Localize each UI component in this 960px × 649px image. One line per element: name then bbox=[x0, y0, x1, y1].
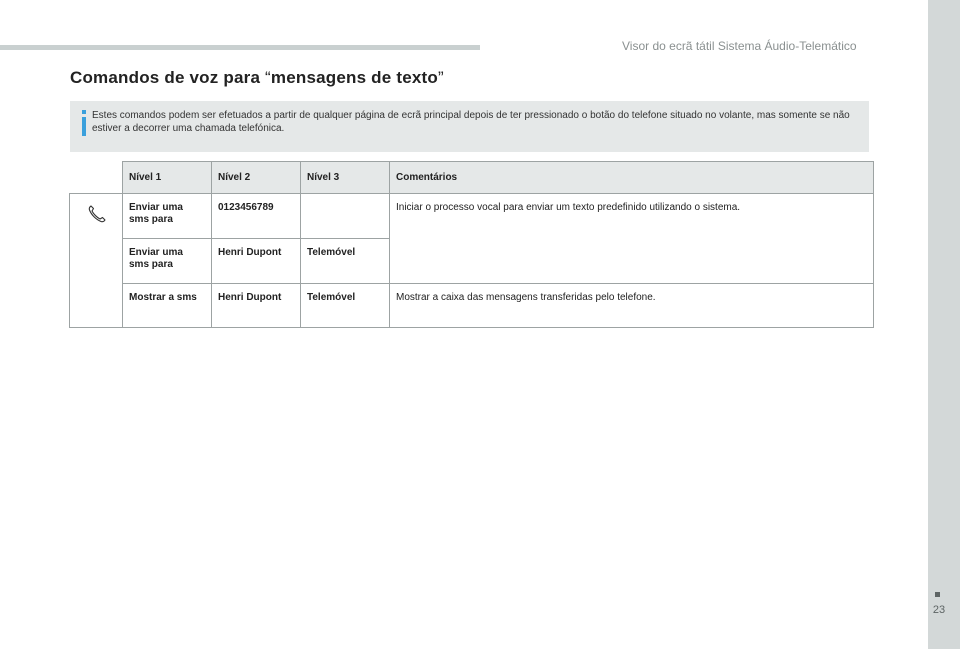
row1-level1: Enviar uma sms para bbox=[123, 194, 212, 239]
header-comments: Comentários bbox=[390, 162, 874, 194]
row3-level2: Henri Dupont bbox=[212, 284, 301, 328]
row2-level1: Enviar uma sms para bbox=[123, 239, 212, 284]
table-row bbox=[70, 194, 874, 239]
info-icon bbox=[79, 110, 89, 136]
row3-level1: Mostrar a sms bbox=[123, 284, 212, 328]
row3-comment: Mostrar a caixa das mensagens transferidas pelo telefone. bbox=[390, 284, 874, 328]
row2-level3: Telemóvel bbox=[301, 239, 390, 284]
page-marker bbox=[935, 592, 940, 597]
header-level-2: Nível 2 bbox=[212, 162, 301, 194]
chapter-title: Visor do ecrã tátil Sistema Áudio-Telemático bbox=[622, 39, 857, 53]
row1-level3 bbox=[301, 194, 390, 239]
info-text: Estes comandos podem ser efetuados a partir de qualquer página de ecrã principal depois de ter pressionado o botão do telefone situado no volante, mas somente se não estiver a decorrer uma chamada telefónica. bbox=[92, 110, 850, 134]
page-number: 23 bbox=[932, 604, 946, 616]
row1-comment: Iniciar o processo vocal para enviar um texto predefinido utilizando o sistema. bbox=[390, 194, 874, 284]
table-header-row bbox=[70, 162, 874, 194]
page-edge-strip bbox=[928, 0, 960, 649]
row2-level2: Henri Dupont bbox=[212, 239, 301, 284]
header-level-3: Nível 3 bbox=[301, 162, 390, 194]
header-level-1: Nível 1 bbox=[123, 162, 212, 194]
row1-level2: 0123456789 bbox=[212, 194, 301, 239]
section-title: Comandos de voz para “mensagens de texto” bbox=[70, 68, 444, 87]
info-box bbox=[70, 101, 869, 152]
table-row bbox=[70, 284, 874, 328]
row3-level3: Telemóvel bbox=[301, 284, 390, 328]
header-rule bbox=[0, 45, 480, 50]
voice-commands-table bbox=[69, 161, 874, 328]
icon-cell bbox=[70, 194, 123, 328]
phone-icon bbox=[87, 204, 107, 224]
